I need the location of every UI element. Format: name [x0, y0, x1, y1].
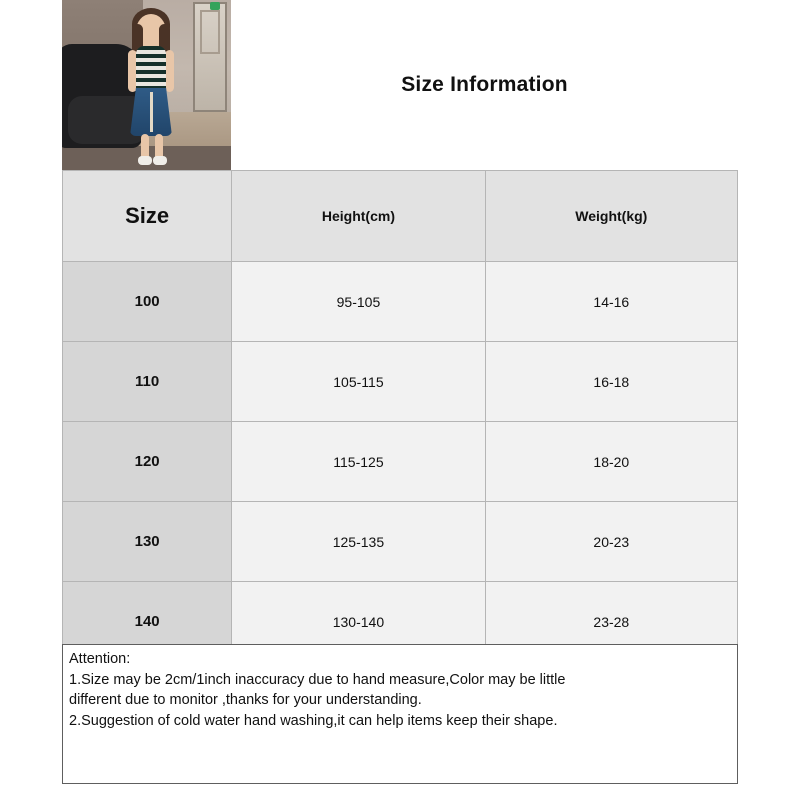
photo-model-striped-top: [136, 46, 166, 92]
cell-size: 140: [63, 582, 232, 662]
photo-skirt-buttons: [150, 92, 153, 132]
table-row: [63, 342, 738, 422]
cell-weight: 20-23: [485, 502, 737, 582]
attention-line-3: 2.Suggestion of cold water hand washing,it can help items keep their shape.: [69, 712, 558, 729]
cell-height: 130-140: [232, 582, 485, 662]
table-header-height: Height(cm): [232, 171, 485, 262]
cell-size: 110: [63, 342, 232, 422]
attention-line-2: different due to monitor ,thanks for your understanding.: [69, 692, 422, 709]
attention-box: [62, 644, 738, 784]
photo-green-marker: [210, 2, 220, 10]
table-row: [63, 502, 738, 582]
cell-height: 95-105: [232, 262, 485, 342]
photo-door: [193, 2, 227, 112]
table-row: [63, 422, 738, 502]
cell-weight: 23-28: [485, 582, 737, 662]
cell-weight: 14-16: [485, 262, 737, 342]
size-table: [62, 170, 738, 662]
cell-size: 100: [63, 262, 232, 342]
title-cell: [231, 0, 738, 170]
header-band: [62, 0, 738, 170]
cell-size: 130: [63, 502, 232, 582]
cell-height: 115-125: [232, 422, 485, 502]
cell-height: 125-135: [232, 502, 485, 582]
photo-model-shoe-left: [138, 156, 152, 165]
cell-weight: 16-18: [485, 342, 737, 422]
product-photo: [62, 0, 231, 170]
page-title: Size Information: [401, 73, 568, 96]
table-header-row: [63, 171, 738, 262]
photo-model-arm-right: [165, 50, 174, 92]
attention-line-1: 1.Size may be 2cm/1inch inaccuracy due to hand measure,Color may be little: [69, 671, 566, 688]
cell-height: 105-115: [232, 342, 485, 422]
cell-weight: 18-20: [485, 422, 737, 502]
table-row: [63, 262, 738, 342]
attention-heading: Attention:: [69, 651, 131, 667]
photo-model-shoe-right: [153, 156, 167, 165]
table-header-size: Size: [63, 171, 232, 262]
table-header-weight: Weight(kg): [485, 171, 737, 262]
cell-size: 120: [63, 422, 232, 502]
